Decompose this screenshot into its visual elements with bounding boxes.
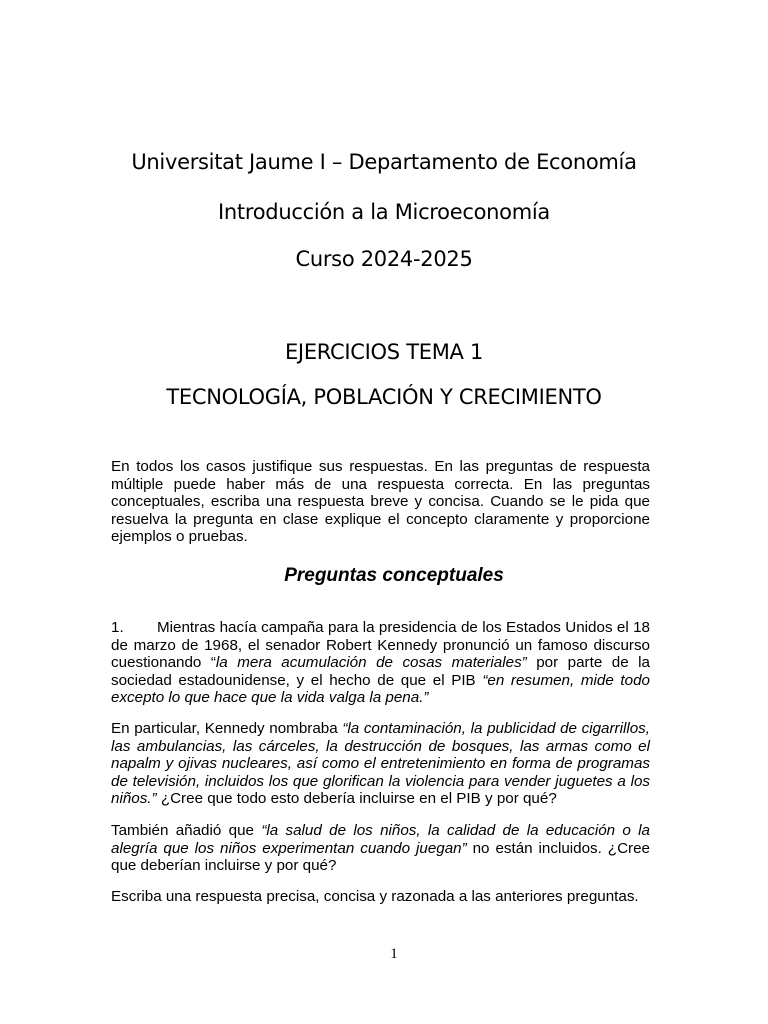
q1-p1-text-a: Mientras hacía campaña para la presidencia de los Estados Unidos el 18 de marzo de 1968, el senador Robert Kennedy pronunció un famoso discurso cuestionando “: [111, 619, 650, 672]
q1-p1-text-b: por parte de la sociedad estadounidense, y el hecho de que el PIB: [111, 654, 650, 689]
question-1-paragraph-3: [111, 822, 650, 875]
conceptual-questions-heading: Preguntas conceptuales: [284, 565, 504, 586]
instructions-paragraph: [111, 458, 650, 546]
page-number: 1: [390, 946, 398, 962]
q1-p1-quote-2: “en resumen, mide todo excepto lo que hace que la vida valga la pena.”: [111, 671, 650, 707]
course-name-heading: Introducción a la Microeconomía: [218, 200, 550, 224]
academic-year-heading: Curso 2024-2025: [295, 247, 473, 271]
q1-p2-text-b: ¿Cree que todo esto debería incluirse en el PIB y por qué?: [156, 790, 557, 808]
instructions-text: En todos los casos justifique sus respuestas. En las preguntas de respuesta múltiple puede haber más de una respuesta correcta. En las preguntas conceptuales, escriba una respuesta breve y concisa. Cuando se le pida que resuelva la pregunta en clase explique el concepto claramente y proporcione ejemplos o pruebas.: [111, 458, 650, 546]
question-1-paragraph-2: [111, 720, 650, 808]
exercises-title: EJERCICIOS TEMA 1: [284, 340, 484, 364]
university-department-heading: Universitat Jaume I – Departamento de Economía: [131, 150, 637, 174]
question-1-paragraph-4: [111, 888, 650, 906]
q1-p3-text-a: También añadió que: [111, 822, 262, 839]
q1-p2-quote: “la contaminación, la publicidad de cigarrillos, las ambulancias, las cárceles, la destrucción de bosques, las armas como el napalm y ojivas nucleares, así como el entretenimiento en forma de programas de televisión, incluidos los que glorifican la violencia para vender juguetes a los niños.”: [111, 720, 650, 808]
question-1: [111, 619, 650, 707]
q1-p3-text-b: no están incluidos. ¿Cree que deberían incluirse y por qué?: [111, 839, 650, 875]
topic-title: TECNOLOGÍA, POBLACIÓN Y CRECIMIENTO: [166, 385, 602, 409]
q1-p2-text-a: En particular, Kennedy nombraba: [111, 720, 343, 737]
question-1-paragraph-1: [111, 619, 650, 707]
q1-p4-text: Escriba una respuesta precisa, concisa y razonada a las anteriores preguntas.: [111, 888, 639, 905]
q1-p3-quote: “la salud de los niños, la calidad de la educación o la alegría que los niños experimentan cuando juegan”: [111, 822, 651, 857]
question-number: 1.: [111, 619, 124, 636]
q1-p1-quote-1: la mera acumulación de cosas materiales”: [215, 654, 527, 672]
